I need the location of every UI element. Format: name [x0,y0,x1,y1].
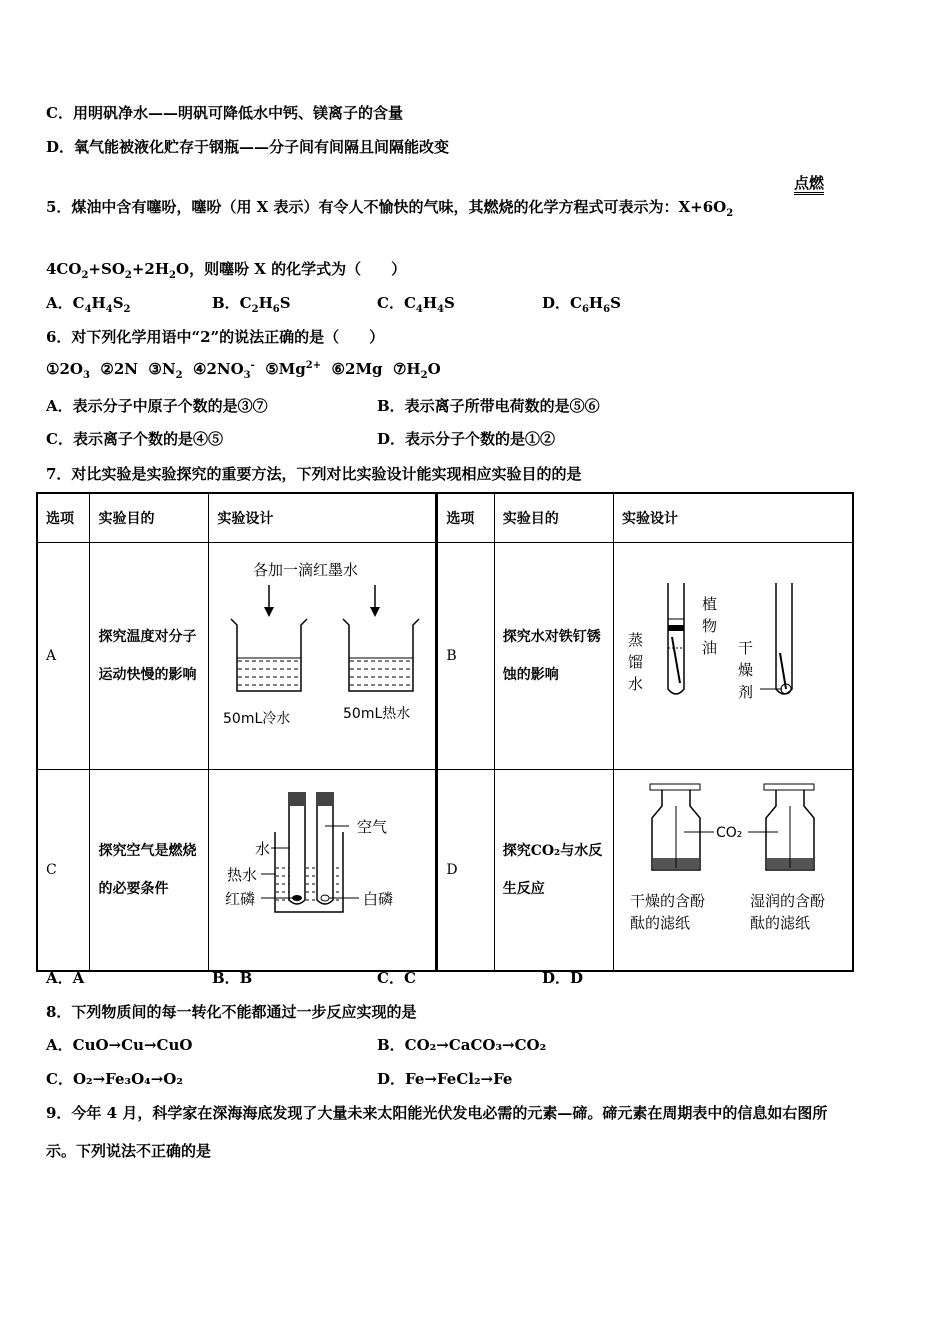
dry-paper-label-2: 酞的滤纸 [629,914,690,932]
test-tube-left [668,583,684,694]
water-label-2: 馏 [627,653,643,671]
oil-label-3: 油 [701,639,717,657]
co2-bottles-diagram [614,770,852,966]
water-label: 水 [255,840,271,858]
dry-label-2: 燥 [737,661,753,679]
q6-stem: 6．对下列化学用语中“2”的说法正确的是（ ） [46,328,385,346]
tube-red-phosphorus [289,806,305,904]
combustion-diagram [209,770,435,966]
q6-option-a: A．表示分子中原子个数的是③⑦ [46,397,268,415]
experiment-table [36,492,854,972]
dry-paper-label-1: 干燥的含酚 [629,892,705,910]
q9-stem-line1: 9．今年 4 月，科学家在深海海底发现了大量未来太阳能光伏发电必需的元素—碲。碲元素在周期表中的信息如右图所 [46,1104,828,1122]
row-a-label: A [37,543,90,770]
hot-beaker [343,619,419,691]
row-d-purpose: 探究CO₂与水反生反应 [494,770,613,972]
hot-water-c-label: 热水 [227,866,258,884]
water-label-3: 水 [627,675,643,693]
cold-water-label: 50mL冷水 [223,711,291,727]
q5-option-d: D．$C_6H_6S$ [542,294,621,315]
row-c-label: C [37,770,90,972]
dry-label-1: 干 [737,639,753,657]
q7-option-d: D．D [542,969,584,987]
q8-option-d: D．Fe→FeCl₂→Fe [377,1070,513,1088]
beakers-diagram [209,543,435,765]
row-b-design [613,543,853,770]
row-b-label: B [437,543,494,770]
drop-label: 各加一滴红墨水 [253,561,359,579]
water-label-1: 蒸 [627,631,643,649]
q4-option-c: C．用明矾净水——明矾可降低水中钙、镁离子的含量 [46,104,403,122]
header-purpose-2: 实验目的 [494,493,613,543]
row-d-design [613,770,853,972]
q5-option-c: C．$C_4H_4S$ [377,294,455,315]
q7-stem: 7．对比实验是实验探究的重要方法，下列对比实验设计能实现相应实验目的的是 [46,465,582,483]
q8-option-a: A．CuO→Cu→CuO [46,1036,193,1054]
row-b-purpose: 探究水对铁钉锈蚀的影响 [494,543,613,770]
q4-option-d: D．氧气能被液化贮存于钢瓶——分子间有间隔且间隔能改变 [46,138,450,156]
white-phosphorus-label: 白磷 [363,890,394,908]
hot-water-label: 50mL热水 [343,706,411,722]
q8-option-c: C．O₂→Fe₃O₄→O₂ [46,1070,183,1088]
dry-label-3: 剂 [737,683,753,701]
reaction-condition: 点燃 [794,172,824,193]
red-phosphorus-label: 红磷 [225,890,256,908]
row-d-label: D [437,770,494,972]
row-a-design [209,543,437,770]
oil-label-1: 植 [701,595,717,613]
q5-stem-line1: 5．煤油中含有噻吩，噻吩（用 X 表示）有令人不愉快的气味，其燃烧的化学方程式可表示为：$X+6O_2$ [46,198,734,219]
q5-option-a: A．$C_4H_4S_2$ [46,294,131,315]
q9-stem-line2: 示。下列说法不正确的是 [46,1142,212,1160]
q8-stem: 8．下列物质间的每一转化不能都通过一步反应实现的是 [46,1003,417,1021]
q6-option-b: B．表示离子所带电荷数的是⑤⑥ [377,397,600,415]
q5-stem-line2: $4CO_2+SO_2+2H_2O$，则噻吩 X 的化学式为（ ） [46,260,407,281]
q6-option-c: C．表示离子个数的是④⑤ [46,430,223,448]
header-design-2: 实验设计 [613,493,853,543]
row-c-design [209,770,437,972]
tube-white-phosphorus [317,806,333,904]
q6-items: $①2O_3$ ②2N $③N_2$ $④2NO_3^-$ $⑤Mg^{2+}$ ⑥2Mg $⑦H_2O$ [46,360,441,381]
q8-option-b: B．CO₂→CaCO₃→CO₂ [377,1036,547,1054]
row-a-purpose: 探究温度对分子运动快慢的影响 [90,543,209,770]
header-option: 选项 [37,493,90,543]
q7-option-c: C．C [377,969,416,987]
q6-option-d: D．表示分子个数的是①② [377,430,556,448]
header-option-2: 选项 [437,493,494,543]
q5-option-b: B．$C_2H_6S$ [212,294,291,315]
header-purpose: 实验目的 [90,493,209,543]
oil-label-2: 物 [701,617,717,635]
header-design: 实验设计 [209,493,437,543]
air-label: 空气 [357,818,388,836]
q7-option-b: B．B [212,969,253,987]
wet-paper-label-2: 酞的滤纸 [749,914,810,932]
wet-paper-label-1: 湿润的含酚 [749,892,825,910]
co2-label: CO₂ [715,825,743,841]
row-c-purpose: 探究空气是燃烧的必要条件 [90,770,209,972]
q7-option-a: A．A [46,969,85,987]
cold-beaker [231,619,307,691]
test-tubes-diagram [614,543,852,765]
